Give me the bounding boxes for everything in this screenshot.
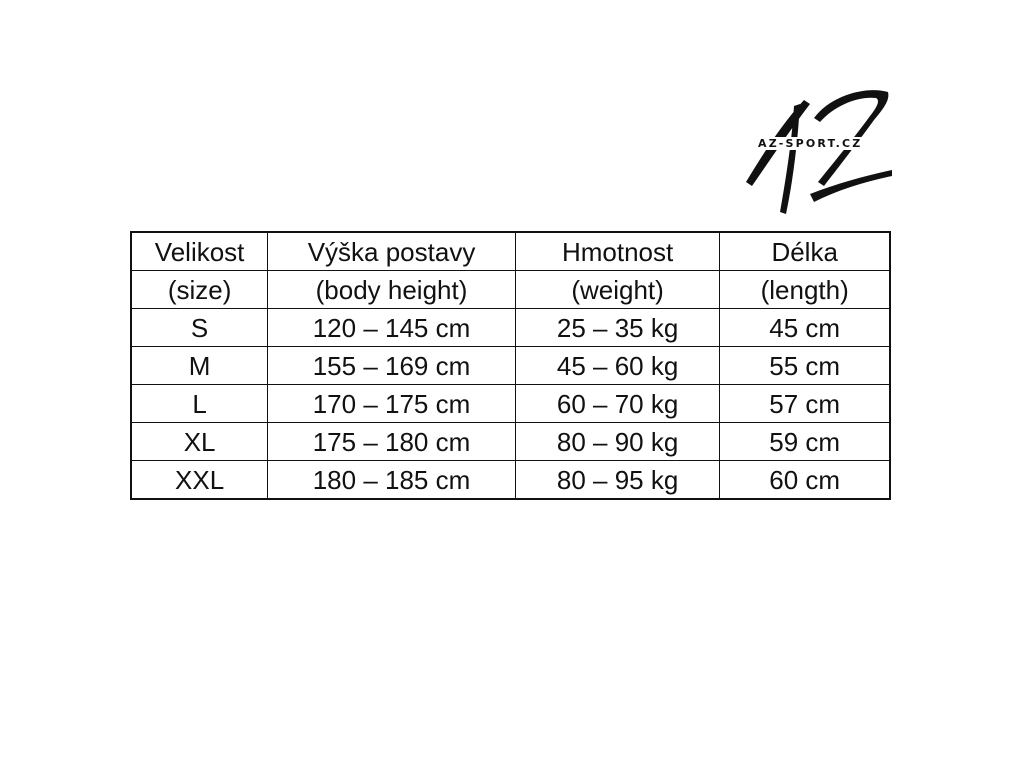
- header-cell: Velikost: [131, 232, 268, 271]
- az-sport-logo-icon: [740, 86, 896, 220]
- length-cell: 60 cm: [720, 461, 890, 500]
- length-cell: 55 cm: [720, 347, 890, 385]
- height-cell: 175 – 180 cm: [268, 423, 516, 461]
- table-row: [131, 423, 890, 461]
- weight-cell: 80 – 90 kg: [515, 423, 720, 461]
- subheader-cell: (weight): [515, 271, 720, 309]
- table-row: [131, 461, 890, 500]
- table-header-row: [131, 232, 890, 271]
- header-cell: Délka: [720, 232, 890, 271]
- height-cell: 180 – 185 cm: [268, 461, 516, 500]
- length-cell: 45 cm: [720, 309, 890, 347]
- size-cell: M: [131, 347, 268, 385]
- header-cell: Výška postavy: [268, 232, 516, 271]
- length-cell: 57 cm: [720, 385, 890, 423]
- table-subheader-row: [131, 271, 890, 309]
- size-cell: XL: [131, 423, 268, 461]
- height-cell: 170 – 175 cm: [268, 385, 516, 423]
- brand-logo-text: AZ-SPORT.CZ: [758, 137, 863, 150]
- table-row: [131, 347, 890, 385]
- table-row: [131, 385, 890, 423]
- table-row: [131, 309, 890, 347]
- subheader-cell: (body height): [268, 271, 516, 309]
- subheader-cell: (size): [131, 271, 268, 309]
- weight-cell: 60 – 70 kg: [515, 385, 720, 423]
- height-cell: 155 – 169 cm: [268, 347, 516, 385]
- header-cell: Hmotnost: [515, 232, 720, 271]
- subheader-cell: (length): [720, 271, 890, 309]
- weight-cell: 45 – 60 kg: [515, 347, 720, 385]
- size-cell: L: [131, 385, 268, 423]
- size-cell: XXL: [131, 461, 268, 500]
- length-cell: 59 cm: [720, 423, 890, 461]
- size-chart-table: [130, 231, 891, 500]
- height-cell: 120 – 145 cm: [268, 309, 516, 347]
- brand-logo: [740, 86, 896, 220]
- weight-cell: 80 – 95 kg: [515, 461, 720, 500]
- size-cell: S: [131, 309, 268, 347]
- weight-cell: 25 – 35 kg: [515, 309, 720, 347]
